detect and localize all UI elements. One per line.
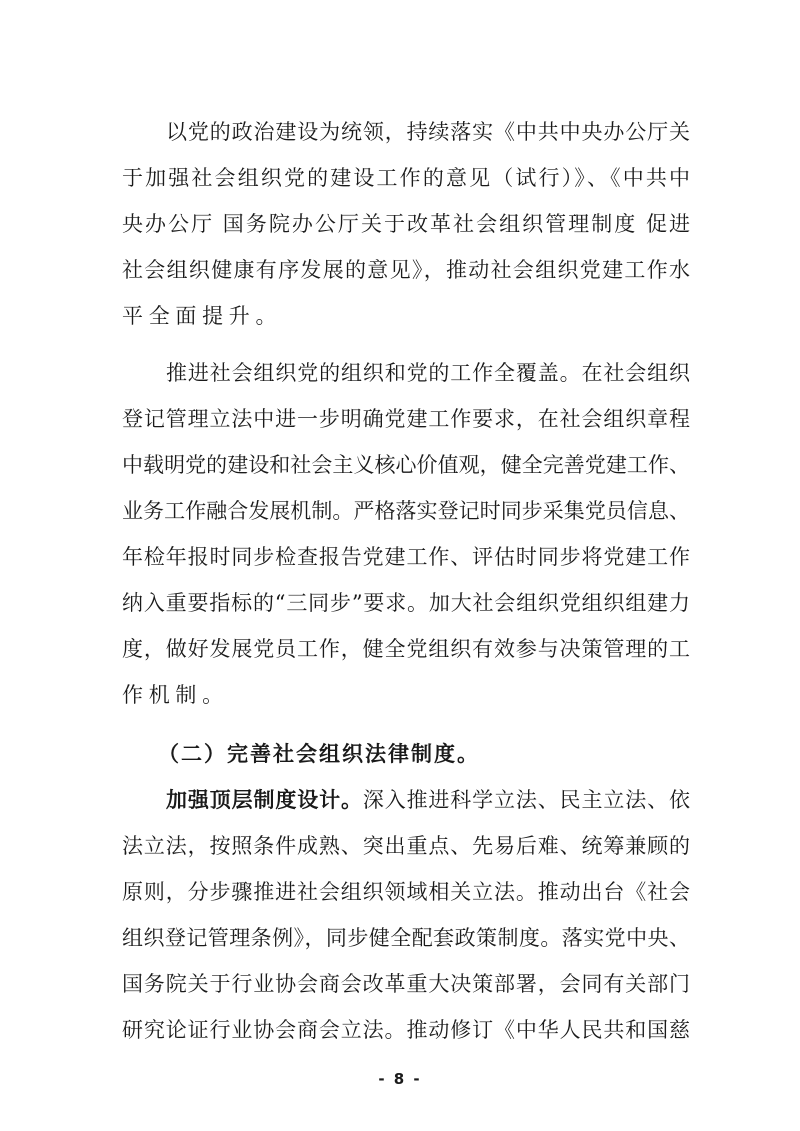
paragraph-2-line-6: 纳入重要指标的“三同步”要求。加大社会组织党组织组建力 xyxy=(122,591,690,615)
paragraph-2-line-3: 中载明党的建设和社会主义核心价值观，健全完善党建工作、 xyxy=(122,453,690,477)
paragraph-3-line-6: 研究论证行业协会商会立法。推动修订《中华人民共和国慈 xyxy=(122,1018,690,1042)
paragraph-2-line-4: 业务工作融合发展机制。严格落实登记时同步采集党员信息、 xyxy=(122,499,690,523)
paragraph-3-lead: 加强顶层制度设计。 xyxy=(166,788,363,812)
paragraph-2-line-7: 度，做好发展党员工作，健全党组织有效参与决策管理的工 xyxy=(122,637,690,661)
paragraph-3-line-4: 组织登记管理条例》，同步健全配套政策制度。落实党中央、 xyxy=(122,926,690,950)
paragraph-1-line-3: 央办公厅 国务院办公厅关于改革社会组织管理制度 促进 xyxy=(122,212,690,236)
paragraph-2-line-8: 作机制。 xyxy=(122,683,229,707)
page-number: - 8 - xyxy=(378,1070,422,1088)
paragraph-3-line-1 xyxy=(166,785,690,815)
paragraph-1-line-4: 社会组织健康有序发展的意见》，推动社会组织党建工作水 xyxy=(122,258,690,282)
section-heading: （二）完善社会组织法律制度。 xyxy=(158,742,480,766)
paragraph-3-line-1-text: 深入推进科学立法、民主立法、依 xyxy=(362,788,691,812)
paragraph-2-line-2: 登记管理立法中进一步明确党建工作要求，在社会组织章程 xyxy=(122,407,690,431)
paragraph-1-line-5: 平全面提升。 xyxy=(122,304,283,328)
paragraph-3-line-3: 原则，分步骤推进社会组织领域相关立法。推动出台《社会 xyxy=(122,880,690,904)
paragraph-3-line-2: 法立法，按照条件成熟、突出重点、先易后难、统筹兼顾的 xyxy=(122,834,690,858)
paragraph-2-line-5: 年检年报时同步检查报告党建工作、评估时同步将党建工作 xyxy=(122,545,690,569)
paragraph-1-line-1: 以党的政治建设为统领，持续落实《中共中央办公厅关 xyxy=(166,120,690,144)
paragraph-1-line-2: 于加强社会组织党的建设工作的意见（试行）》、《中共中 xyxy=(122,166,690,190)
paragraph-3-line-5: 国务院关于行业协会商会改革重大决策部署，会同有关部门 xyxy=(122,972,690,996)
paragraph-2-line-1: 推进社会组织党的组织和党的工作全覆盖。在社会组织 xyxy=(166,361,690,385)
